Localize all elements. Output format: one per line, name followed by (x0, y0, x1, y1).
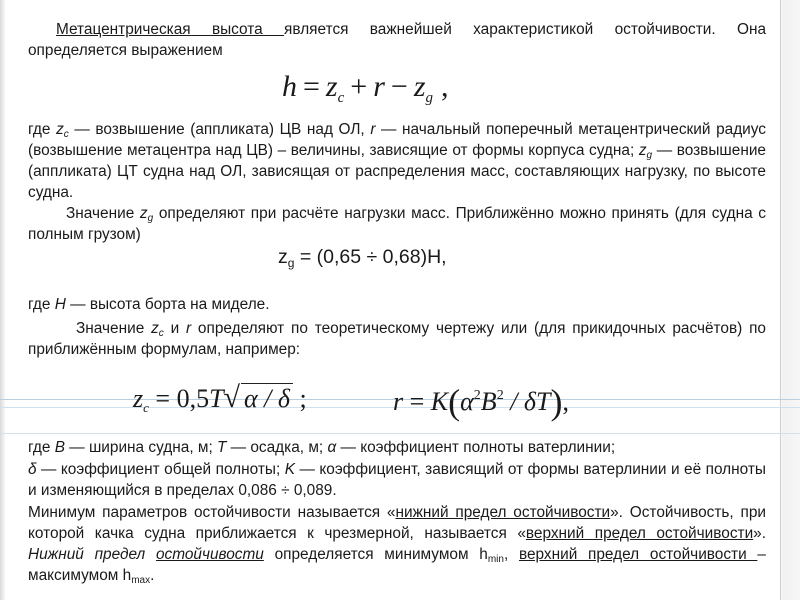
text-run: ». (753, 525, 767, 542)
text-run: — возвышение (аппликата) ЦТ судна над ОЛ, зависящая от распределения масс, составляющих нагрузку, по высоте судна. (28, 142, 766, 201)
formula-subscript: g (287, 256, 295, 270)
text-run: и (163, 320, 186, 337)
formula-superscript: 2 (496, 388, 504, 403)
text-run: определяется минимумом h (263, 546, 488, 563)
formula-symbol: r (373, 70, 385, 103)
formula-paren: ) (550, 382, 563, 422)
subscript-min: min (487, 554, 504, 565)
text-run: — ширина судна, м; (65, 439, 217, 456)
sqrt-body: α / δ (241, 383, 293, 414)
formula-superscript: 2 (473, 388, 481, 403)
text-run: ». Остойчивость, при которой качка судна приближается к чрезмерной, называется « (28, 504, 766, 542)
coefficients-paragraph (28, 459, 766, 501)
text-run: Минимум параметров остойчивости называется « (28, 504, 396, 521)
height-paragraph (28, 294, 766, 315)
zc-r-paragraph (28, 318, 766, 360)
text-run: — начальный поперечный метацентрический радиус (возвышение метацентра над ЦВ) – величины, зависящие от формы корпуса судна; (28, 121, 766, 159)
text-run: — возвышение (аппликата) ЦВ над ОЛ, (68, 121, 371, 138)
formula-symbol: z (325, 70, 338, 103)
formula-subscript: c (143, 400, 149, 415)
formula-metacentric-height (282, 70, 449, 104)
formula-symbol: h (282, 70, 297, 103)
subscript: c (63, 129, 69, 140)
formula-punct: ; (292, 384, 307, 413)
symbol-z: z (139, 205, 148, 222)
text-run: где (28, 439, 55, 456)
formula-text: / δT (503, 387, 551, 416)
text-run: , (503, 546, 519, 563)
formula-text: = (403, 387, 431, 416)
formula-paren: ( (448, 382, 461, 422)
formula-symbol: r (393, 387, 404, 416)
text-run: — коэффициент полноты ватерлинии; (336, 439, 616, 456)
text-run: Значение (66, 205, 140, 222)
symbol-B: B (54, 439, 66, 456)
deco-line (0, 433, 800, 434)
term-lower-limit: нижний предел остойчивости (395, 504, 611, 521)
text-run: — осадка, м; (226, 439, 328, 456)
subscript: c (158, 328, 164, 339)
text-run: определяют при расчёте нагрузки масс. Приближённо можно принять (для судна с полным грузом) (28, 205, 766, 243)
term-stability-italic: остойчивости (155, 546, 264, 563)
formula-operator: + (350, 70, 368, 103)
formula-text: = (0,65 ÷ 0,68)H, (294, 246, 447, 268)
term-upper-limit-2: верхний предел остойчивости (518, 546, 758, 563)
zg-paragraph (28, 203, 766, 245)
term-lower-limit-italic: Нижний предел (28, 546, 156, 563)
right-edge-decoration (778, 0, 800, 600)
right-edge-line (780, 0, 781, 600)
text-run: – максимумом h (28, 546, 766, 584)
formula-text: = 0,5 (148, 384, 210, 413)
left-edge-decoration (0, 0, 6, 600)
formula-subscript: g (425, 90, 433, 106)
symbol-H: H (54, 296, 66, 313)
subscript-max: max (131, 575, 151, 586)
text-run: — высота борта на миделе. (65, 296, 270, 313)
formula-symbol: T (209, 384, 224, 413)
symbol-r: r (185, 320, 192, 337)
term-metacentric-height: Метацентрическая высота (56, 21, 285, 38)
text-run: Значение (76, 320, 152, 337)
text-run: где (28, 121, 57, 138)
text-run: — коэффициент, зависящий от формы ватерлинии и её полноты и изменяющийся в пределах 0,086 ÷ 0,089. (28, 461, 766, 499)
text-run: где (28, 296, 55, 313)
formula-symbol: α (460, 387, 474, 416)
formula-punct: , (441, 70, 449, 103)
formula-symbol: z (413, 70, 426, 103)
symbol-z: z (638, 142, 647, 159)
formula-zc (133, 381, 307, 415)
formula-symbol: K (430, 387, 449, 416)
symbol-delta: δ (28, 461, 37, 478)
symbol-T: T (217, 439, 227, 456)
symbol-K: K (284, 461, 296, 478)
formula-symbol: z (278, 246, 288, 268)
formula-operator: = (303, 70, 320, 103)
text-run: . (150, 567, 155, 584)
subscript: g (646, 150, 653, 161)
formula-symbol: z (133, 384, 144, 413)
formula-r (393, 381, 569, 423)
text-run: определяют по теоретическому чертежу или (для прикидочных расчётов) по приближённым формулам, например: (28, 320, 766, 358)
symbol-z: z (56, 121, 64, 138)
subscript: g (147, 213, 154, 224)
sqrt-icon: √ (223, 381, 241, 414)
formula-zg (278, 246, 447, 269)
symbol-alpha: α (327, 439, 337, 456)
formula-operator: − (390, 70, 408, 103)
formula-punct: , (562, 387, 569, 416)
formula-subscript: c (337, 90, 345, 106)
symbol-z: z (151, 320, 159, 337)
term-upper-limit: верхний предел остойчивости (525, 525, 754, 542)
intro-text: является важнейшей характеристикой остойчивости. Она определяется выражением (28, 21, 766, 59)
symbol-r: r (370, 121, 376, 138)
text-run: — коэффициент общей полноты; (36, 461, 285, 478)
definitions-paragraph (28, 119, 766, 203)
formula-symbol: B (480, 387, 497, 416)
intro-paragraph (28, 19, 766, 61)
stability-limits-paragraph (28, 502, 766, 586)
variables-paragraph (28, 437, 766, 458)
